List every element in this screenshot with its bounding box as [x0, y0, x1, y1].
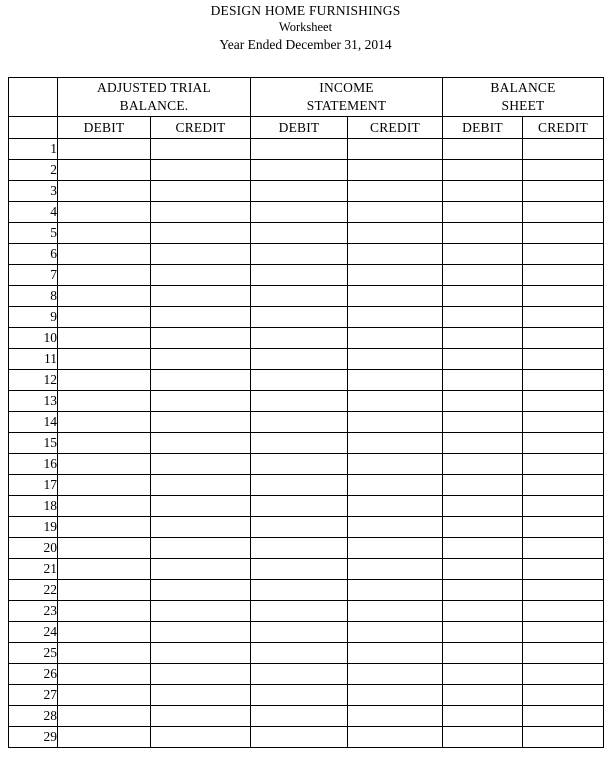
table-row [9, 727, 604, 748]
cell-atb-debit[interactable] [58, 433, 151, 454]
cell-is-debit[interactable] [251, 559, 348, 580]
sub-header-bs-debit: DEBIT [443, 117, 523, 139]
column-group-adjusted-trial-balance [58, 78, 251, 117]
cell-atb-debit[interactable] [58, 475, 151, 496]
table-row [9, 517, 604, 538]
cell-atb-credit[interactable] [151, 328, 251, 349]
company-name: DESIGN HOME FURNISHINGS [210, 3, 401, 18]
table-row [9, 496, 604, 517]
cell-bs-debit[interactable] [443, 517, 523, 538]
cell-atb-debit[interactable] [58, 622, 151, 643]
cell-is-debit[interactable] [251, 370, 348, 391]
cell-bs-debit[interactable] [443, 580, 523, 601]
cell-bs-debit[interactable] [443, 181, 523, 202]
row-number-cell: 6 [9, 244, 58, 265]
cell-is-debit[interactable] [251, 538, 348, 559]
cell-atb-debit[interactable] [58, 706, 151, 727]
cell-bs-credit[interactable] [523, 580, 604, 601]
cell-atb-credit[interactable] [151, 160, 251, 181]
cell-is-credit[interactable] [348, 496, 443, 517]
cell-bs-credit[interactable] [523, 454, 604, 475]
cell-atb-credit[interactable] [151, 538, 251, 559]
row-number-cell: 15 [9, 433, 58, 454]
cell-is-credit[interactable] [348, 244, 443, 265]
cell-bs-credit[interactable] [523, 286, 604, 307]
row-number-cell: 25 [9, 643, 58, 664]
row-number-cell: 20 [9, 538, 58, 559]
cell-bs-debit[interactable] [443, 622, 523, 643]
cell-bs-credit[interactable] [523, 181, 604, 202]
cell-bs-credit[interactable] [523, 328, 604, 349]
cell-atb-debit[interactable] [58, 664, 151, 685]
table-row [9, 433, 604, 454]
cell-bs-credit[interactable] [523, 349, 604, 370]
cell-atb-credit[interactable] [151, 181, 251, 202]
cell-bs-credit[interactable] [523, 265, 604, 286]
document-title-block [0, 0, 611, 53]
table-row [9, 475, 604, 496]
row-number-cell: 2 [9, 160, 58, 181]
table-row [9, 601, 604, 622]
table-row [9, 643, 604, 664]
cell-bs-debit[interactable] [443, 307, 523, 328]
cell-atb-credit[interactable] [151, 664, 251, 685]
cell-bs-debit[interactable] [443, 265, 523, 286]
row-number-cell: 12 [9, 370, 58, 391]
table-row [9, 538, 604, 559]
cell-is-debit[interactable] [251, 286, 348, 307]
group-label-line1: ADJUSTED TRIAL [97, 80, 211, 95]
cell-atb-debit[interactable] [58, 265, 151, 286]
row-number-cell: 24 [9, 622, 58, 643]
cell-bs-credit[interactable] [523, 727, 604, 748]
cell-atb-debit[interactable] [58, 307, 151, 328]
table-row [9, 370, 604, 391]
row-number-cell: 13 [9, 391, 58, 412]
cell-bs-debit[interactable] [443, 139, 523, 160]
row-number-cell: 7 [9, 265, 58, 286]
cell-is-debit[interactable] [251, 643, 348, 664]
cell-is-credit[interactable] [348, 139, 443, 160]
cell-atb-credit[interactable] [151, 433, 251, 454]
cell-is-debit[interactable] [251, 181, 348, 202]
group-label-line2: SHEET [501, 98, 545, 113]
cell-bs-credit[interactable] [523, 517, 604, 538]
cell-is-debit[interactable] [251, 160, 348, 181]
cell-is-debit[interactable] [251, 412, 348, 433]
row-number-cell: 14 [9, 412, 58, 433]
cell-is-debit[interactable] [251, 622, 348, 643]
cell-bs-debit[interactable] [443, 538, 523, 559]
sub-header-is-debit: DEBIT [251, 117, 348, 139]
cell-bs-credit[interactable] [523, 202, 604, 223]
cell-is-credit[interactable] [348, 349, 443, 370]
table-row [9, 454, 604, 475]
cell-is-credit[interactable] [348, 538, 443, 559]
sub-header-atb-credit: CREDIT [151, 117, 251, 139]
cell-atb-debit[interactable] [58, 643, 151, 664]
cell-is-debit[interactable] [251, 685, 348, 706]
row-number-cell: 18 [9, 496, 58, 517]
cell-bs-debit[interactable] [443, 370, 523, 391]
cell-atb-debit[interactable] [58, 244, 151, 265]
table-header [9, 78, 604, 139]
cell-bs-debit[interactable] [443, 412, 523, 433]
cell-is-debit[interactable] [251, 328, 348, 349]
cell-bs-debit[interactable] [443, 286, 523, 307]
cell-is-debit[interactable] [251, 517, 348, 538]
row-number-cell: 9 [9, 307, 58, 328]
cell-bs-credit[interactable] [523, 475, 604, 496]
cell-atb-credit[interactable] [151, 559, 251, 580]
cell-is-credit[interactable] [348, 622, 443, 643]
column-group-header-row [9, 78, 604, 117]
row-number-cell: 27 [9, 685, 58, 706]
table-row [9, 349, 604, 370]
cell-atb-credit[interactable] [151, 370, 251, 391]
cell-bs-debit[interactable] [443, 727, 523, 748]
row-number-cell: 29 [9, 727, 58, 748]
cell-atb-debit[interactable] [58, 223, 151, 244]
cell-is-credit[interactable] [348, 412, 443, 433]
table-row [9, 139, 604, 160]
cell-bs-debit[interactable] [443, 223, 523, 244]
row-number-cell: 26 [9, 664, 58, 685]
cell-atb-credit[interactable] [151, 475, 251, 496]
cell-is-credit[interactable] [348, 307, 443, 328]
cell-is-credit[interactable] [348, 370, 443, 391]
table-row [9, 685, 604, 706]
table-row [9, 223, 604, 244]
cell-is-credit[interactable] [348, 580, 443, 601]
cell-is-credit[interactable] [348, 643, 443, 664]
cell-is-credit[interactable] [348, 517, 443, 538]
cell-bs-credit[interactable] [523, 139, 604, 160]
cell-bs-debit[interactable] [443, 664, 523, 685]
cell-atb-credit[interactable] [151, 496, 251, 517]
cell-is-debit[interactable] [251, 475, 348, 496]
cell-atb-debit[interactable] [58, 538, 151, 559]
sub-header-bs-credit: CREDIT [523, 117, 604, 139]
cell-bs-debit[interactable] [443, 685, 523, 706]
cell-is-credit[interactable] [348, 328, 443, 349]
sub-header-row [9, 117, 604, 139]
cell-atb-debit[interactable] [58, 286, 151, 307]
table-body [9, 139, 604, 748]
cell-bs-debit[interactable] [443, 706, 523, 727]
cell-bs-credit[interactable] [523, 160, 604, 181]
cell-bs-debit[interactable] [443, 454, 523, 475]
row-number-cell: 10 [9, 328, 58, 349]
column-group-balance-sheet [443, 78, 604, 117]
cell-is-debit[interactable] [251, 706, 348, 727]
cell-is-credit[interactable] [348, 433, 443, 454]
cell-bs-credit[interactable] [523, 496, 604, 517]
table-row [9, 286, 604, 307]
cell-is-credit[interactable] [348, 391, 443, 412]
cell-bs-debit[interactable] [443, 433, 523, 454]
cell-atb-credit[interactable] [151, 307, 251, 328]
cell-atb-credit[interactable] [151, 454, 251, 475]
cell-is-debit[interactable] [251, 349, 348, 370]
cell-is-credit[interactable] [348, 664, 443, 685]
cell-atb-credit[interactable] [151, 139, 251, 160]
row-number-cell: 21 [9, 559, 58, 580]
cell-bs-credit[interactable] [523, 433, 604, 454]
cell-atb-credit[interactable] [151, 202, 251, 223]
cell-bs-debit[interactable] [443, 349, 523, 370]
cell-is-debit[interactable] [251, 307, 348, 328]
cell-is-debit[interactable] [251, 244, 348, 265]
row-number-sub-header [9, 117, 58, 139]
table-row [9, 181, 604, 202]
cell-is-debit[interactable] [251, 223, 348, 244]
cell-bs-debit[interactable] [443, 601, 523, 622]
group-label-line2: BALANCE. [119, 98, 189, 113]
cell-atb-credit[interactable] [151, 517, 251, 538]
cell-bs-credit[interactable] [523, 685, 604, 706]
cell-atb-credit[interactable] [151, 643, 251, 664]
cell-atb-debit[interactable] [58, 727, 151, 748]
cell-is-credit[interactable] [348, 265, 443, 286]
cell-is-credit[interactable] [348, 559, 443, 580]
cell-bs-credit[interactable] [523, 370, 604, 391]
row-number-cell: 17 [9, 475, 58, 496]
cell-atb-debit[interactable] [58, 517, 151, 538]
table-row [9, 580, 604, 601]
table-row [9, 244, 604, 265]
cell-is-credit[interactable] [348, 727, 443, 748]
cell-bs-debit[interactable] [443, 496, 523, 517]
cell-atb-debit[interactable] [58, 496, 151, 517]
cell-bs-debit[interactable] [443, 160, 523, 181]
table-row [9, 202, 604, 223]
row-number-cell: 11 [9, 349, 58, 370]
cell-is-debit[interactable] [251, 580, 348, 601]
cell-atb-debit[interactable] [58, 202, 151, 223]
table-row [9, 622, 604, 643]
cell-is-credit[interactable] [348, 181, 443, 202]
row-number-cell: 19 [9, 517, 58, 538]
cell-bs-debit[interactable] [443, 643, 523, 664]
group-label-line1: BALANCE [490, 80, 556, 95]
cell-atb-credit[interactable] [151, 727, 251, 748]
table-row [9, 328, 604, 349]
sub-header-is-credit: CREDIT [348, 117, 443, 139]
worksheet-table-container [8, 77, 603, 748]
cell-atb-debit[interactable] [58, 685, 151, 706]
cell-is-debit[interactable] [251, 496, 348, 517]
worksheet-table [8, 77, 604, 748]
cell-atb-credit[interactable] [151, 601, 251, 622]
cell-bs-credit[interactable] [523, 622, 604, 643]
cell-is-debit[interactable] [251, 202, 348, 223]
row-number-cell: 16 [9, 454, 58, 475]
row-number-cell: 4 [9, 202, 58, 223]
group-label-line1: INCOME [319, 80, 374, 95]
cell-is-debit[interactable] [251, 727, 348, 748]
row-number-cell: 3 [9, 181, 58, 202]
cell-atb-debit[interactable] [58, 391, 151, 412]
cell-atb-debit[interactable] [58, 181, 151, 202]
table-row [9, 412, 604, 433]
cell-bs-credit[interactable] [523, 223, 604, 244]
cell-is-credit[interactable] [348, 202, 443, 223]
cell-is-credit[interactable] [348, 454, 443, 475]
row-number-column-header [9, 78, 58, 117]
table-row [9, 160, 604, 181]
cell-atb-debit[interactable] [58, 559, 151, 580]
row-number-cell: 28 [9, 706, 58, 727]
cell-bs-credit[interactable] [523, 391, 604, 412]
cell-bs-credit[interactable] [523, 601, 604, 622]
cell-atb-credit[interactable] [151, 706, 251, 727]
group-label-line2: STATEMENT [306, 98, 387, 113]
cell-atb-credit[interactable] [151, 223, 251, 244]
document-type: Worksheet [278, 20, 333, 34]
cell-bs-credit[interactable] [523, 538, 604, 559]
cell-is-credit[interactable] [348, 223, 443, 244]
cell-is-debit[interactable] [251, 664, 348, 685]
cell-bs-debit[interactable] [443, 559, 523, 580]
cell-atb-debit[interactable] [58, 139, 151, 160]
cell-atb-credit[interactable] [151, 622, 251, 643]
cell-is-credit[interactable] [348, 475, 443, 496]
cell-is-debit[interactable] [251, 454, 348, 475]
cell-is-credit[interactable] [348, 685, 443, 706]
cell-atb-credit[interactable] [151, 580, 251, 601]
period-label: Year Ended December 31, 2014 [219, 37, 392, 52]
cell-atb-debit[interactable] [58, 412, 151, 433]
row-number-cell: 22 [9, 580, 58, 601]
cell-bs-debit[interactable] [443, 202, 523, 223]
cell-bs-credit[interactable] [523, 706, 604, 727]
cell-bs-debit[interactable] [443, 244, 523, 265]
row-number-cell: 1 [9, 139, 58, 160]
cell-atb-debit[interactable] [58, 160, 151, 181]
cell-atb-credit[interactable] [151, 349, 251, 370]
cell-is-debit[interactable] [251, 139, 348, 160]
cell-bs-credit[interactable] [523, 244, 604, 265]
cell-atb-debit[interactable] [58, 328, 151, 349]
cell-bs-credit[interactable] [523, 559, 604, 580]
cell-atb-debit[interactable] [58, 349, 151, 370]
cell-is-credit[interactable] [348, 601, 443, 622]
table-row [9, 664, 604, 685]
cell-is-credit[interactable] [348, 286, 443, 307]
table-row [9, 706, 604, 727]
cell-atb-credit[interactable] [151, 265, 251, 286]
row-number-cell: 8 [9, 286, 58, 307]
row-number-cell: 5 [9, 223, 58, 244]
cell-atb-credit[interactable] [151, 286, 251, 307]
cell-is-debit[interactable] [251, 265, 348, 286]
table-row [9, 307, 604, 328]
cell-atb-credit[interactable] [151, 685, 251, 706]
table-row [9, 265, 604, 286]
cell-bs-credit[interactable] [523, 307, 604, 328]
cell-atb-debit[interactable] [58, 580, 151, 601]
cell-is-debit[interactable] [251, 601, 348, 622]
cell-bs-credit[interactable] [523, 664, 604, 685]
column-group-income-statement [251, 78, 443, 117]
cell-atb-debit[interactable] [58, 370, 151, 391]
cell-atb-debit[interactable] [58, 454, 151, 475]
cell-is-credit[interactable] [348, 160, 443, 181]
cell-bs-debit[interactable] [443, 475, 523, 496]
cell-atb-debit[interactable] [58, 601, 151, 622]
table-row [9, 391, 604, 412]
cell-bs-credit[interactable] [523, 412, 604, 433]
cell-atb-credit[interactable] [151, 391, 251, 412]
cell-atb-credit[interactable] [151, 412, 251, 433]
row-number-cell: 23 [9, 601, 58, 622]
cell-is-debit[interactable] [251, 391, 348, 412]
cell-is-credit[interactable] [348, 706, 443, 727]
cell-atb-credit[interactable] [151, 244, 251, 265]
cell-bs-debit[interactable] [443, 328, 523, 349]
cell-is-debit[interactable] [251, 433, 348, 454]
cell-bs-debit[interactable] [443, 391, 523, 412]
sub-header-atb-debit: DEBIT [58, 117, 151, 139]
cell-bs-credit[interactable] [523, 643, 604, 664]
table-row [9, 559, 604, 580]
